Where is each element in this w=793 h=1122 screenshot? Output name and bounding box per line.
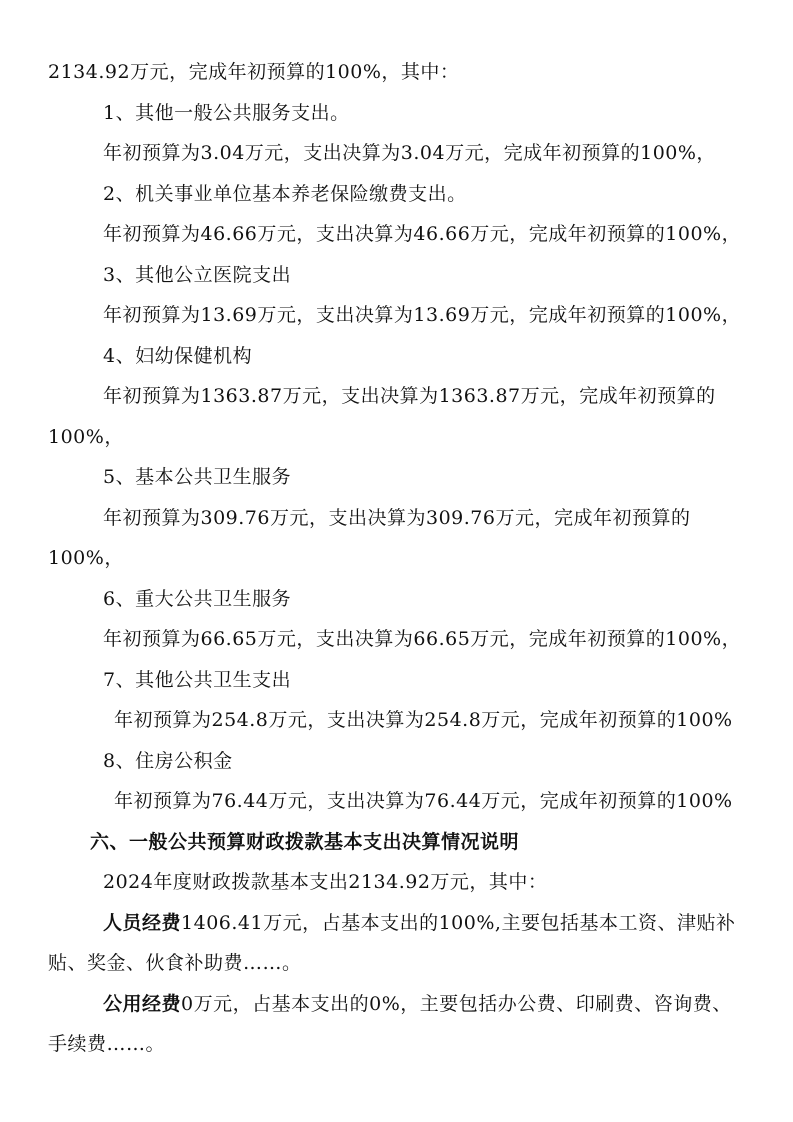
item-7-detail: 年初预算为254.8万元，支出决算为254.8万元，完成年初预算的100% — [114, 709, 733, 731]
item-1-title: 1、其他一般公共服务支出。 — [103, 102, 350, 124]
item-8-title: 8、住房公积金 — [103, 750, 233, 772]
item-3-title: 3、其他公立医院支出 — [103, 264, 292, 286]
item-5-detail: 年初预算为309.76万元，支出决算为309.76万元，完成年初预算的 — [103, 507, 691, 529]
personnel-expense-line — [103, 911, 735, 935]
item-6-detail: 年初预算为66.65万元，支出决算为66.65万元，完成年初预算的100%， — [103, 628, 742, 650]
item-5-title: 5、基本公共卫生服务 — [103, 466, 292, 488]
item-1-detail: 年初预算为3.04万元，支出决算为3.04万元，完成年初预算的100%， — [103, 142, 716, 164]
item-8-detail: 年初预算为76.44万元，支出决算为76.44万元，完成年初预算的100% — [114, 790, 733, 812]
item-4-title: 4、妇幼保健机构 — [103, 345, 253, 367]
item-2-title: 2、机关事业单位基本养老保险缴费支出。 — [103, 183, 467, 205]
intro-line: 2134.92万元，完成年初预算的100%，其中： — [48, 61, 460, 83]
public-expense-line — [103, 992, 732, 1016]
basic-expenditure-summary: 2024年度财政拨款基本支出2134.92万元，其中： — [103, 871, 548, 893]
personnel-expense-cont: 贴、奖金、伙食补助费……。 — [48, 952, 302, 974]
item-6-title: 6、重大公共卫生服务 — [103, 588, 292, 610]
public-expense-label: 公用经费 — [103, 993, 182, 1015]
item-4-detail: 年初预算为1363.87万元，支出决算为1363.87万元，完成年初预算的 — [103, 385, 716, 407]
item-4-detail-cont: 100%， — [48, 426, 124, 448]
personnel-expense-label: 人员经费 — [103, 912, 182, 934]
public-expense-text: 0万元，占基本支出的0%，主要包括办公费、印刷费、咨询费、 — [181, 993, 732, 1015]
item-5-detail-cont: 100%， — [48, 547, 124, 569]
item-3-detail: 年初预算为13.69万元，支出决算为13.69万元，完成年初预算的100%， — [103, 304, 742, 326]
public-expense-cont: 手续费……。 — [48, 1033, 166, 1055]
personnel-expense-text: 1406.41万元，占基本支出的100%,主要包括基本工资、津贴补 — [181, 912, 736, 934]
item-2-detail: 年初预算为46.66万元，支出决算为46.66万元，完成年初预算的100%， — [103, 223, 742, 245]
item-7-title: 7、其他公共卫生支出 — [103, 669, 292, 691]
section-heading: 六、一般公共预算财政拨款基本支出决算情况说明 — [90, 831, 520, 853]
